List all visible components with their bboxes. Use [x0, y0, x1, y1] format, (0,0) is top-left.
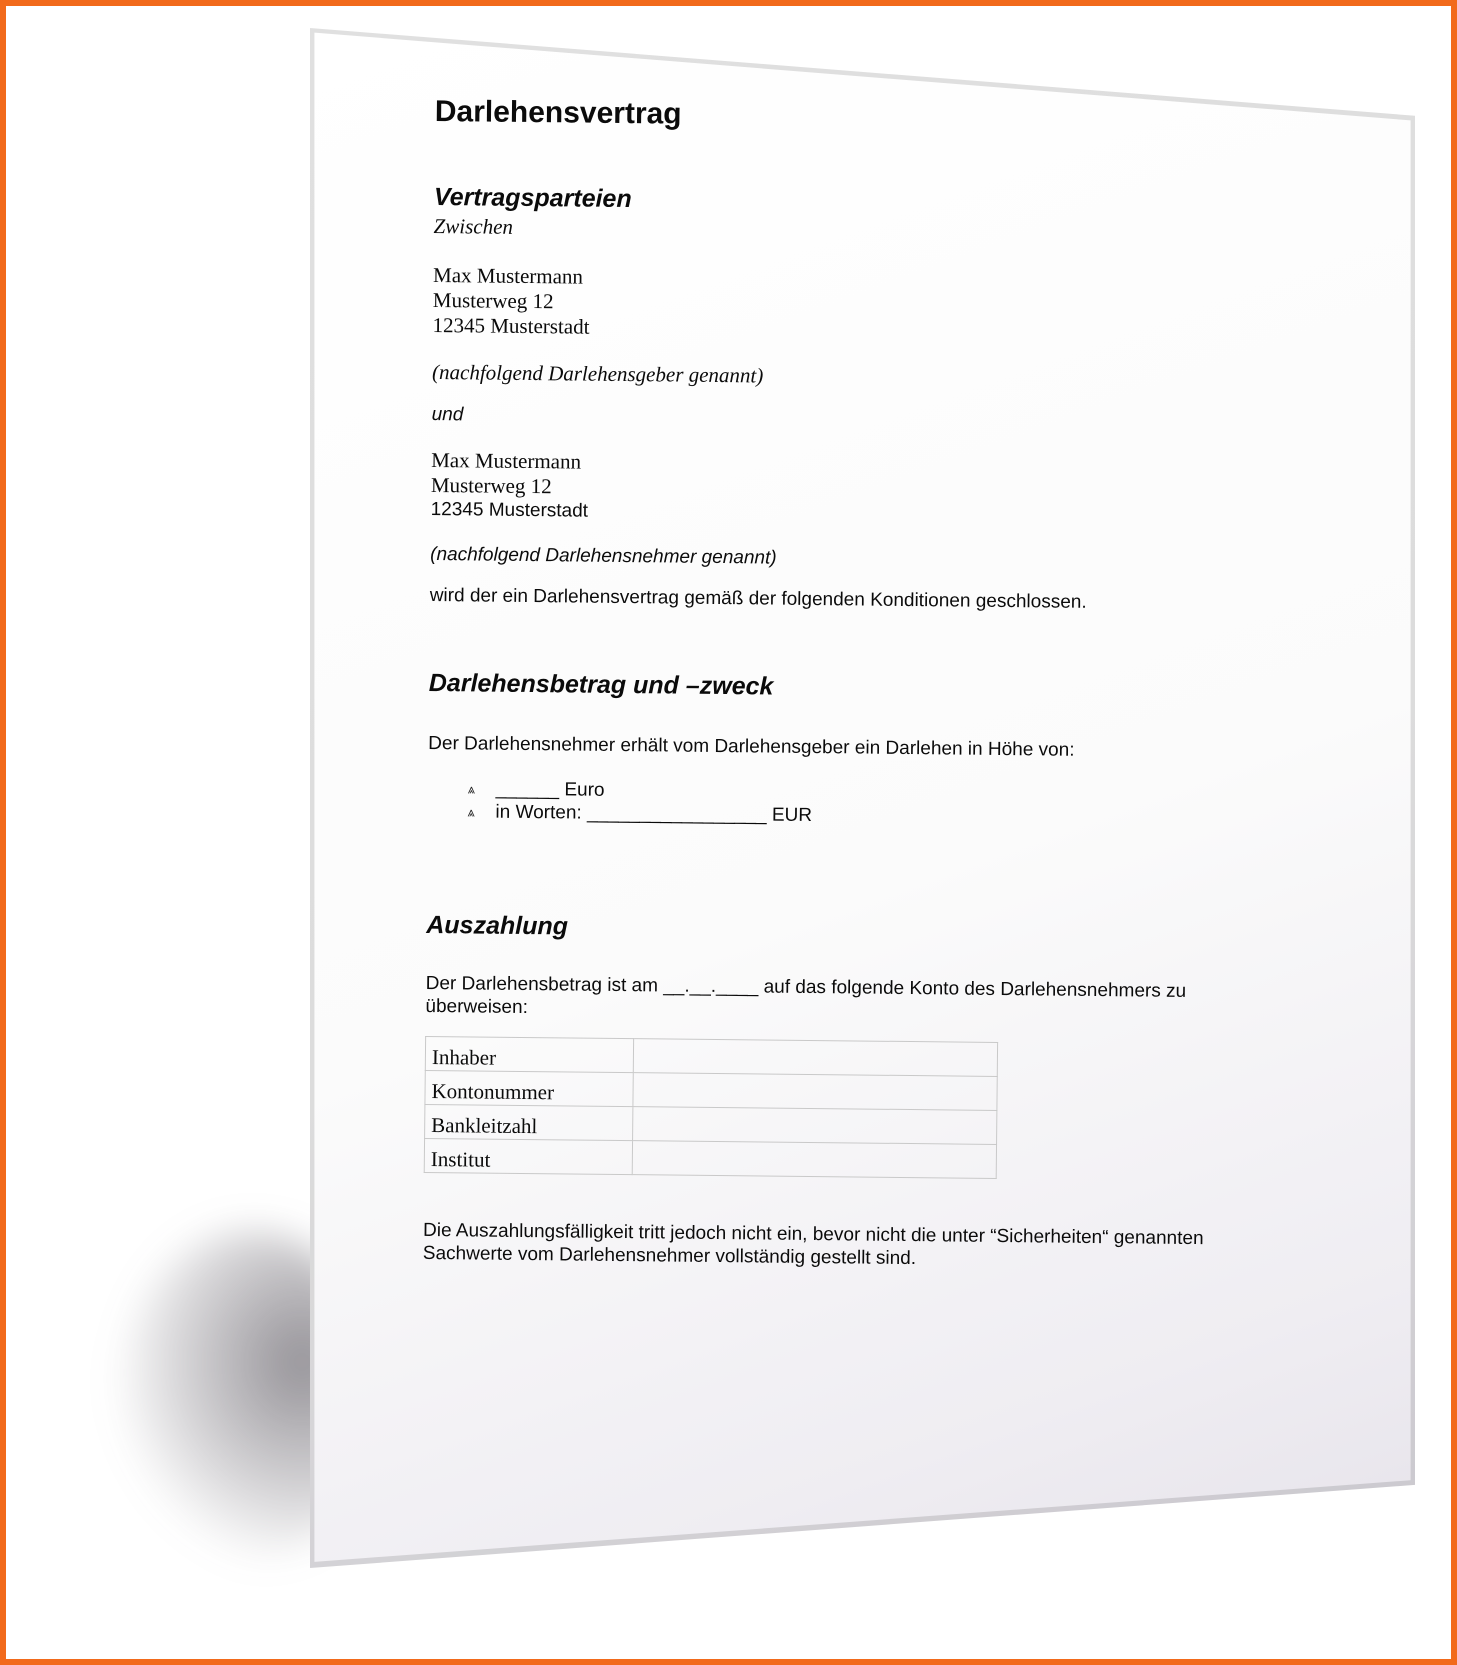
table-row: [424, 1138, 996, 1178]
borrower-city: 12345 Musterstadt: [430, 498, 589, 522]
lender-name: Max Mustermann: [432, 262, 584, 289]
table-value-institution: [632, 1141, 996, 1179]
table-label-institution: Institut: [424, 1138, 632, 1174]
section-heading-payout: Auszahlung: [426, 910, 569, 941]
section-heading-parties: Vertragsparteien: [433, 182, 632, 214]
payout-note: Die Auszahlungsfälligkeit tritt jedoch nicht ein, bevor nicht die unter “Sicherheiten“ genannten Sachwerte vom Darlehensnehmer vollständig gestellt sind.: [422, 1219, 1204, 1270]
amount-words-blank: in Worten: _________________ EUR: [495, 801, 813, 826]
table-value-account-number: [633, 1073, 997, 1111]
table-row: [425, 1104, 997, 1144]
table-label-bank-code: Bankleitzahl: [425, 1104, 633, 1140]
amount-text: Der Darlehensnehmer erhält vom Darlehensgeber ein Darlehen in Höhe von:: [428, 732, 1075, 761]
table-value-bank-code: [633, 1107, 997, 1145]
table-label-account-number: Kontonummer: [425, 1070, 633, 1106]
lender-street: Musterweg 12: [432, 287, 554, 314]
lender-role-note: (nachfolgend Darlehensgeber genannt): [431, 359, 764, 388]
lender-address: [432, 263, 1293, 347]
arrow-bullet-icon: ⩓: [467, 803, 475, 819]
arrow-bullet-icon: ⩓: [467, 780, 476, 796]
document-title: Darlehensvertrag: [434, 95, 682, 131]
amount-euro-blank: ______ Euro: [495, 778, 605, 801]
borrower-address: [431, 448, 1292, 530]
borrower-role-note: (nachfolgend Darlehensnehmer genannt): [430, 543, 777, 569]
bank-account-table: [424, 1036, 998, 1179]
amount-bullet-list: [467, 777, 1287, 832]
document-content: [423, 95, 1295, 1274]
parties-intro: Zwischen: [433, 213, 514, 239]
borrower-street: Musterweg 12: [430, 472, 552, 499]
borrower-name: Max Mustermann: [431, 447, 582, 474]
table-label-holder: Inhaber: [425, 1036, 633, 1072]
parties-closing: wird der ein Darlehensvertrag gemäß der folgenden Konditionen geschlossen.: [429, 584, 1087, 613]
section-heading-amount: Darlehensbetrag und –zweck: [428, 668, 774, 701]
lender-city: 12345 Musterstadt: [432, 312, 590, 339]
table-value-holder: [633, 1039, 997, 1077]
parties-connector: und: [431, 403, 464, 426]
payout-text: Der Darlehensbetrag ist am __.__.____ auf das folgende Konto des Darlehensnehmers zu überweisen:: [425, 972, 1187, 1019]
table-row: [425, 1070, 997, 1110]
